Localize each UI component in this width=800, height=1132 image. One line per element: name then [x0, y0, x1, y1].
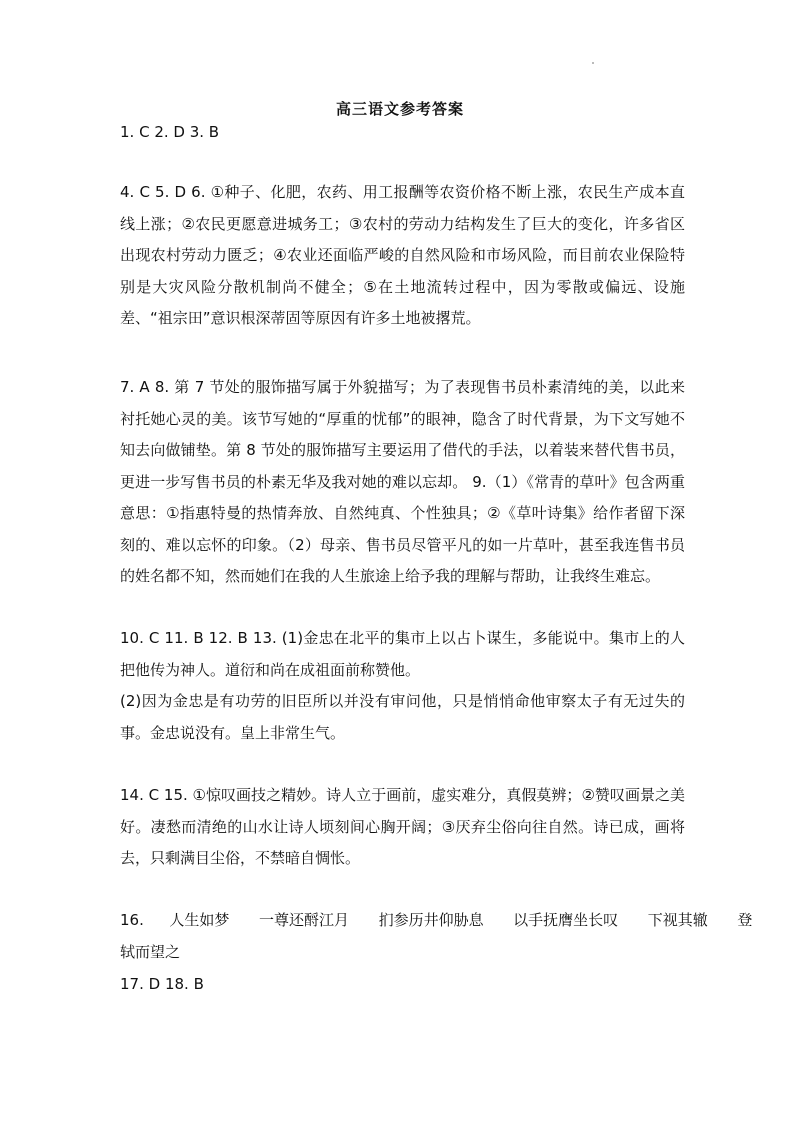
- page-title: 高三语文参考答案: [335, 100, 464, 118]
- answer-16-continued: 轼而望之: [120, 943, 181, 961]
- answers-16: [120, 910, 753, 930]
- scan-speck: [592, 62, 594, 64]
- answer-16-item: 以手抚膺坐长叹: [513, 911, 619, 929]
- answer-16-number: 16.: [120, 911, 144, 929]
- answer-16-item: 人生如梦: [169, 911, 230, 929]
- answers-14-15: 14. C 15. ①惊叹画技之精妙。诗人立于画前，虚实难分，真假莫辨；②赞叹画景之美好。凄愁而清绝的山水让诗人顷刻间心胸开阔；③厌弃尘俗向往自然。诗已成，画将去，只剩满目尘俗，不禁暗自惆怅。: [120, 786, 685, 867]
- answers-7-9: 7. A 8. 第 7 节处的服饰描写属于外貌描写；为了表现售书员朴素清纯的美，以此来衬托她心灵的美。该节写她的“厚重的忧郁”的眼神，隐含了时代背景，为下文写她不知去向做铺垫。第 8 节处的服饰描写主要运用了借代的手法，以着装来替代售书员，更进一步写售书员的朴素无华及我对她的难以忘却。 9.（1）《常青的草叶》包含两重意思：①指惠特曼的热情奔放、自然纯真、个性独具；②《草叶诗集》给作者留下深刻的、难以忘怀的印象。（2）母亲、售书员尽管平凡的如一片草叶，甚至我连售书员的姓名都不知，然而她们在我的人生旅途上给予我的理解与帮助，让我终生难忘。: [120, 378, 685, 585]
- answers-10-13-part1: 10. C 11. B 12. B 13. (1)金忠在北平的集市上以占卜谋生，多能说中。集市上的人把他传为神人。道衍和尚在成祖面前称赞他。: [120, 629, 685, 679]
- answers-4-6: 4. C 5. D 6. ①种子、化肥，农药、用工报酬等农资价格不断上涨，农民生产成本直线上涨；②农民更愿意进城务工；③农村的劳动力结构发生了巨大的变化，许多省区出现农村劳动力匮乏；④农业还面临严峻的自然风险和市场风险，而目前农业保险特别是大灾风险分散机制尚不健全；⑤在土地流转过程中，因为零散或偏远、设施差、“祖宗田”意识根深蒂固等原因有许多土地被撂荒。: [120, 183, 685, 327]
- answers-13-part2: (2)因为金忠是有功劳的旧臣所以并没有审问他，只是悄悄命他审察太子有无过失的事。金忠说没有。皇上非常生气。: [120, 692, 685, 742]
- answers-17-18: 17. D 18. B: [120, 975, 204, 993]
- answers-1-3: 1. C 2. D 3. B: [120, 123, 220, 141]
- answer-16-item: 扪参历井仰胁息: [378, 911, 484, 929]
- answer-16-item: 一尊还酹江月: [259, 911, 350, 929]
- answer-16-item: 登: [737, 911, 753, 929]
- answer-16-item: 下视其辙: [647, 911, 708, 929]
